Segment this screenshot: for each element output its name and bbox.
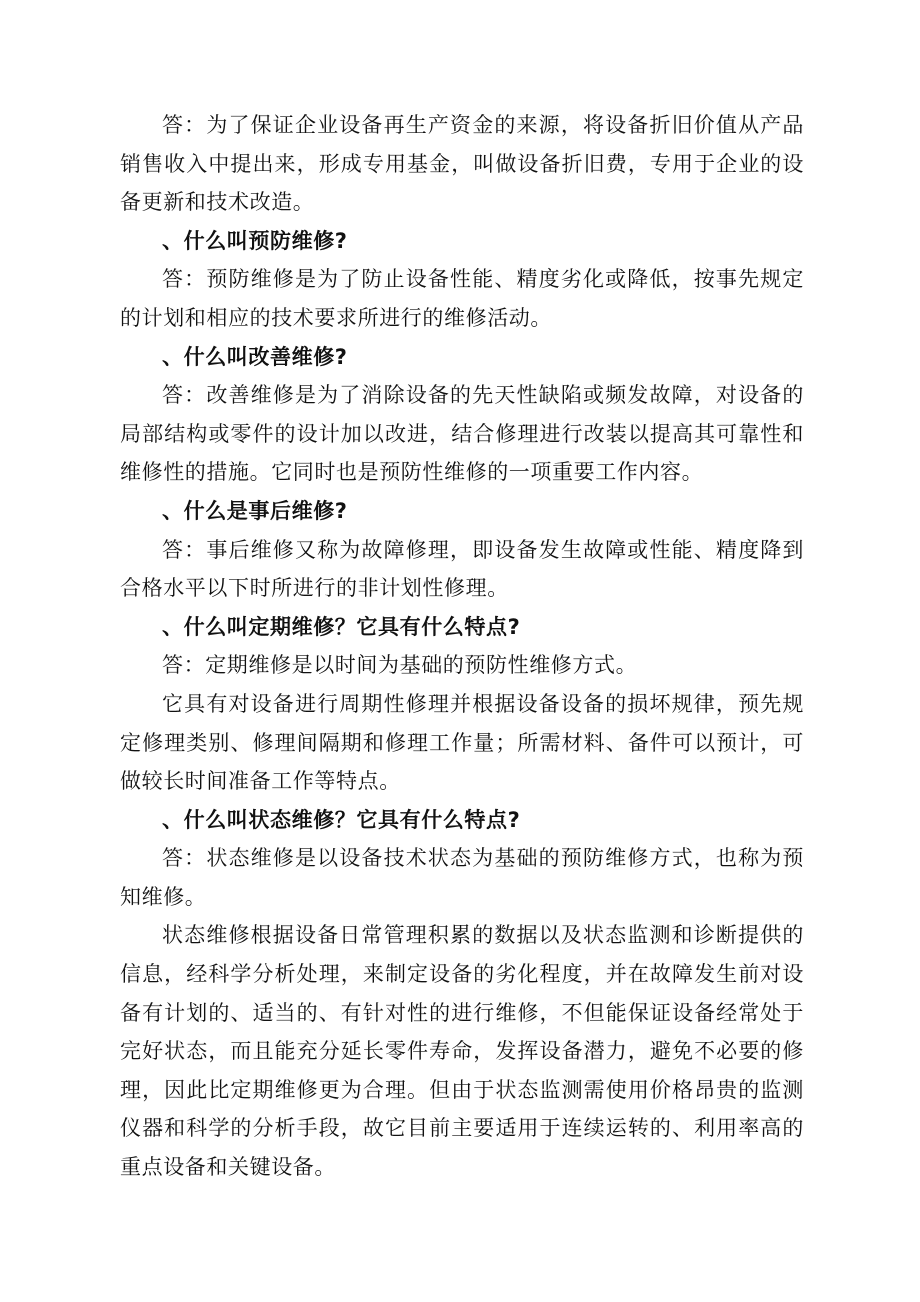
question-heading: 、什么叫改善维修? [162,344,348,369]
answer-paragraph: 答：改善维修是为了消除设备的先天性缺陷或频发故障，对设备的局部结构或零件的设计加以改进，结合修理进行改装以提高其可靠性和维修性的措施。它同时也是预防性维修的一项重要工作内容。 [120,383,804,485]
answer-paragraph: 答：事后维修又称为故障修理，即设备发生故障或性能、精度降到合格水平以下时所进行的非计划性修理。 [120,537,804,601]
answer-paragraph: 答：定期维修是以时间为基础的预防性维修方式。 [162,653,638,678]
question-heading: 、什么叫定期维修？它具有什么特点? [162,614,521,639]
answer-paragraph: 答：为了保证企业设备再生产资金的来源，将设备折旧价值从产品销售收入中提出来，形成专用基金，叫做设备折旧费，专用于企业的设备更新和技术改造。 [120,113,804,215]
question-heading: 、什么是事后维修? [162,498,348,523]
question-heading: 、什么叫状态维修？它具有什么特点? [162,807,521,832]
body-paragraph: 状态维修根据设备日常管理积累的数据以及状态监测和诊断提供的信息，经科学分析处理，来制定设备的劣化程度，并在故障发生前对设备有计划的、适当的、有针对性的进行维修，不但能保证设备经常处于完好状态，而且能充分延长零件寿命，发挥设备潜力，避免不必要的修理，因此比定期维修更为合理。但由于状态监测需使用价格昂贵的监测仪器和科学的分析手段，故它目前主要适用于连续运转的、利用率高的重点设备和关键设备。 [120,923,804,1180]
answer-paragraph: 答：状态维修是以设备技术状态为基础的预防维修方式，也称为预知维修。 [120,846,804,909]
answer-paragraph: 答：预防维修是为了防止设备性能、精度劣化或降低，按事先规定的计划和相应的技术要求所进行的维修活动。 [120,267,804,330]
question-heading: 、什么叫预防维修? [162,228,348,253]
body-paragraph: 它具有对设备进行周期性修理并根据设备设备的损坏规律，预先规定修理类别、修理间隔期和修理工作量；所需材料、备件可以预计，可做较长时间准备工作等特点。 [120,691,804,794]
document-body [120,106,804,1187]
